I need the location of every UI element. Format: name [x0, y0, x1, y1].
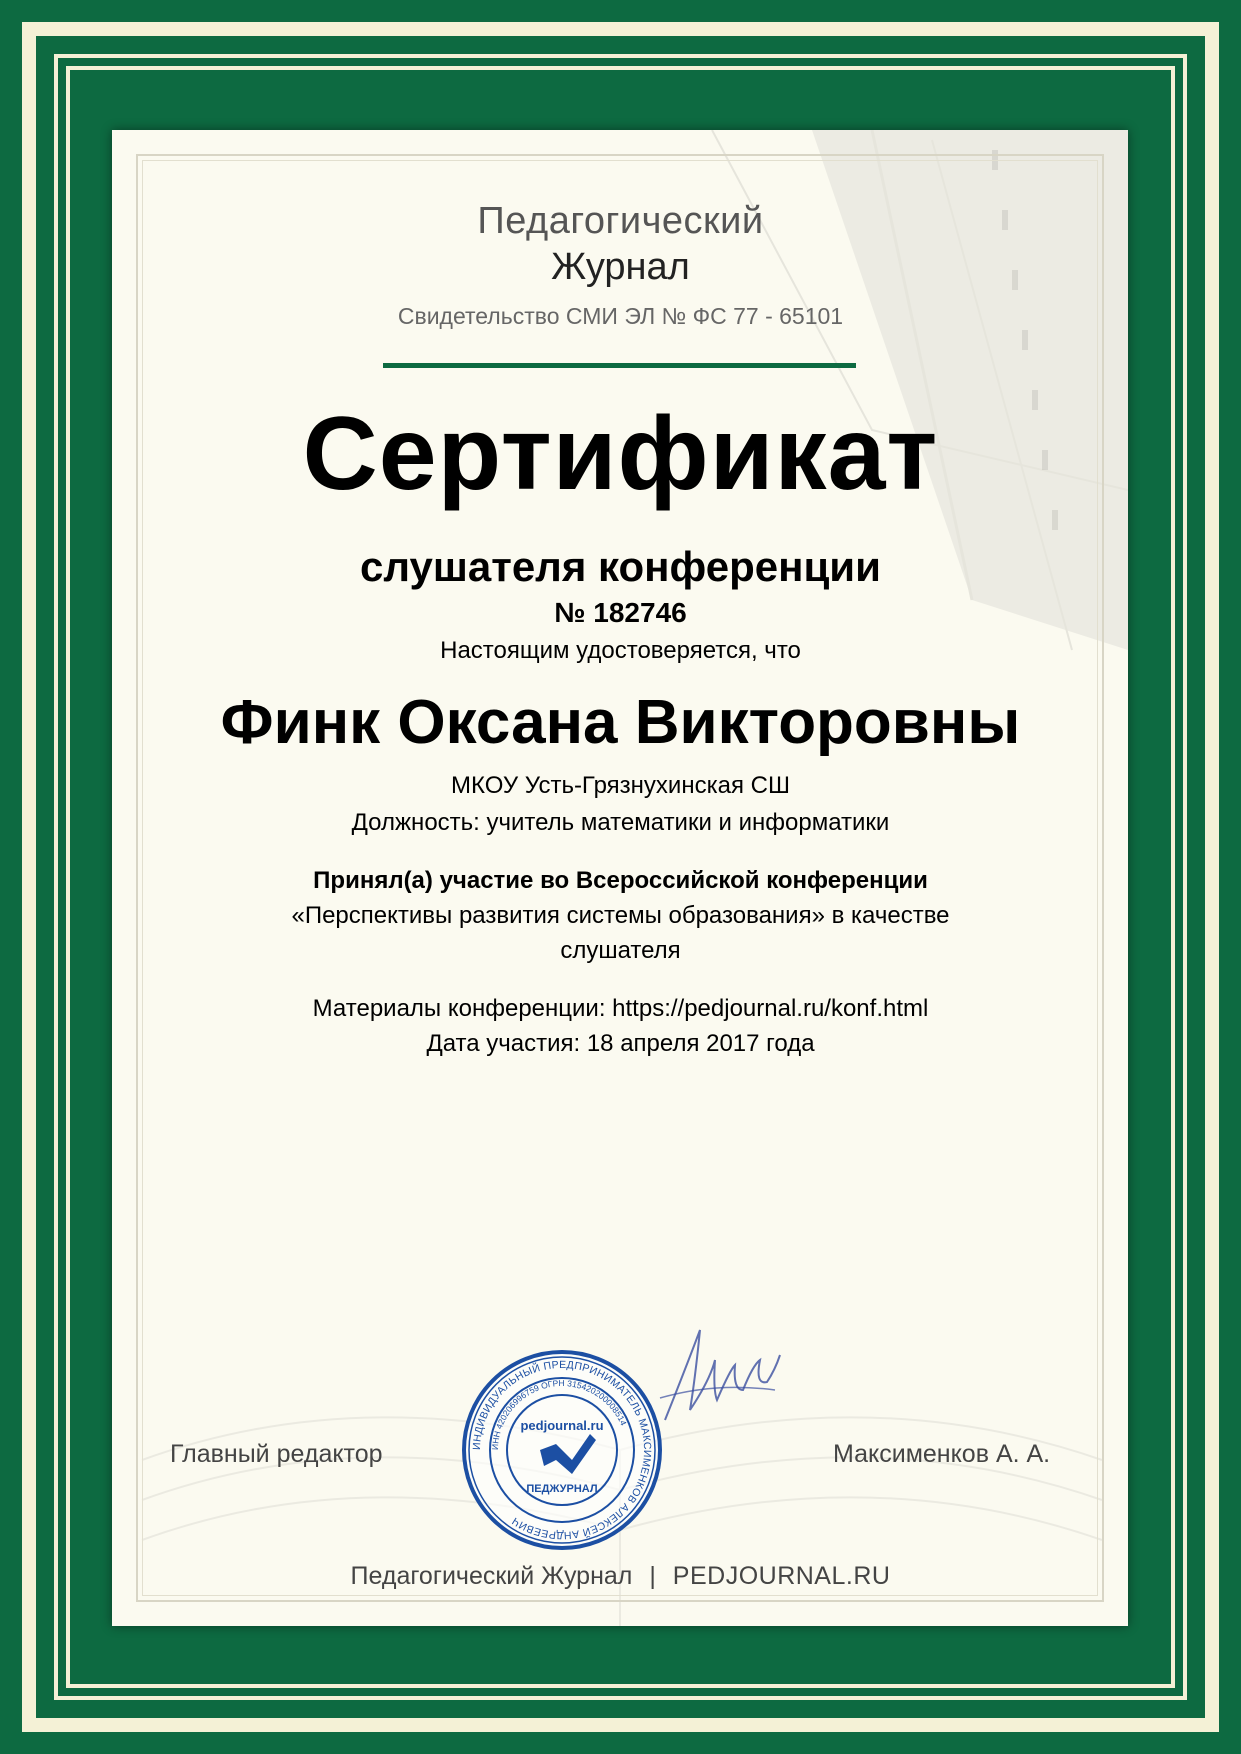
certify-text: Настоящим удостоверяется, что — [440, 637, 801, 664]
media-license: Свидетельство СМИ ЭЛ № ФС 77 - 65101 — [397, 303, 844, 329]
position: Должность: учитель математики и информатики — [351, 809, 890, 836]
participant-role: слушателя — [560, 937, 681, 964]
header-divider — [383, 363, 856, 368]
stamp-brand: pedjournal.ru — [520, 1418, 604, 1433]
stamp-brand-ru: ПЕДЖУРНАЛ — [526, 1483, 598, 1495]
participation-statement: Принял(а) участие во Всероссийской конференции — [313, 867, 928, 894]
editor-signature — [655, 1310, 785, 1430]
organization: МКОУ Усть-Грязнухинская СШ — [451, 772, 790, 799]
journal-name-line1: Педагогический — [477, 200, 764, 242]
editor-label: Главный редактор — [170, 1440, 383, 1468]
conference-name: «Перспективы развития системы образования» в качестве — [291, 902, 950, 929]
stamp-seal — [460, 1348, 664, 1552]
certificate-number: № 182746 — [554, 597, 687, 628]
participation-date: Дата участия: 18 апреля 2017 года — [426, 1030, 815, 1057]
certificate-subtitle: слушателя конференции — [360, 543, 881, 590]
footer-site: PEDJOURNAL.RU — [672, 1562, 891, 1590]
certificate-title: Сертификат — [302, 396, 939, 512]
footer-journal: Педагогический Журнал — [350, 1562, 633, 1590]
stamp-outer-text: ИНДИВИДУАЛЬНЫЙ ПРЕДПРИНИМАТЕЛЬ МАКСИМЕНКОВ АЛЕКСЕЙ АНДРЕЕВИЧ — [470, 1358, 654, 1542]
conference-materials: Материалы конференции: https://pedjournal.ru/konf.html — [312, 995, 929, 1022]
footer-separator: | — [649, 1562, 656, 1590]
footer — [0, 1562, 1241, 1591]
recipient-name: Финк Оксана Викторовны — [220, 688, 1021, 757]
journal-name-line2: Журнал — [551, 246, 690, 288]
stamp-inner-text: ИНН 420206996759 ОГРН 315420200008514 — [489, 1377, 629, 1451]
editor-name: Максименков А. А. — [833, 1440, 1051, 1468]
